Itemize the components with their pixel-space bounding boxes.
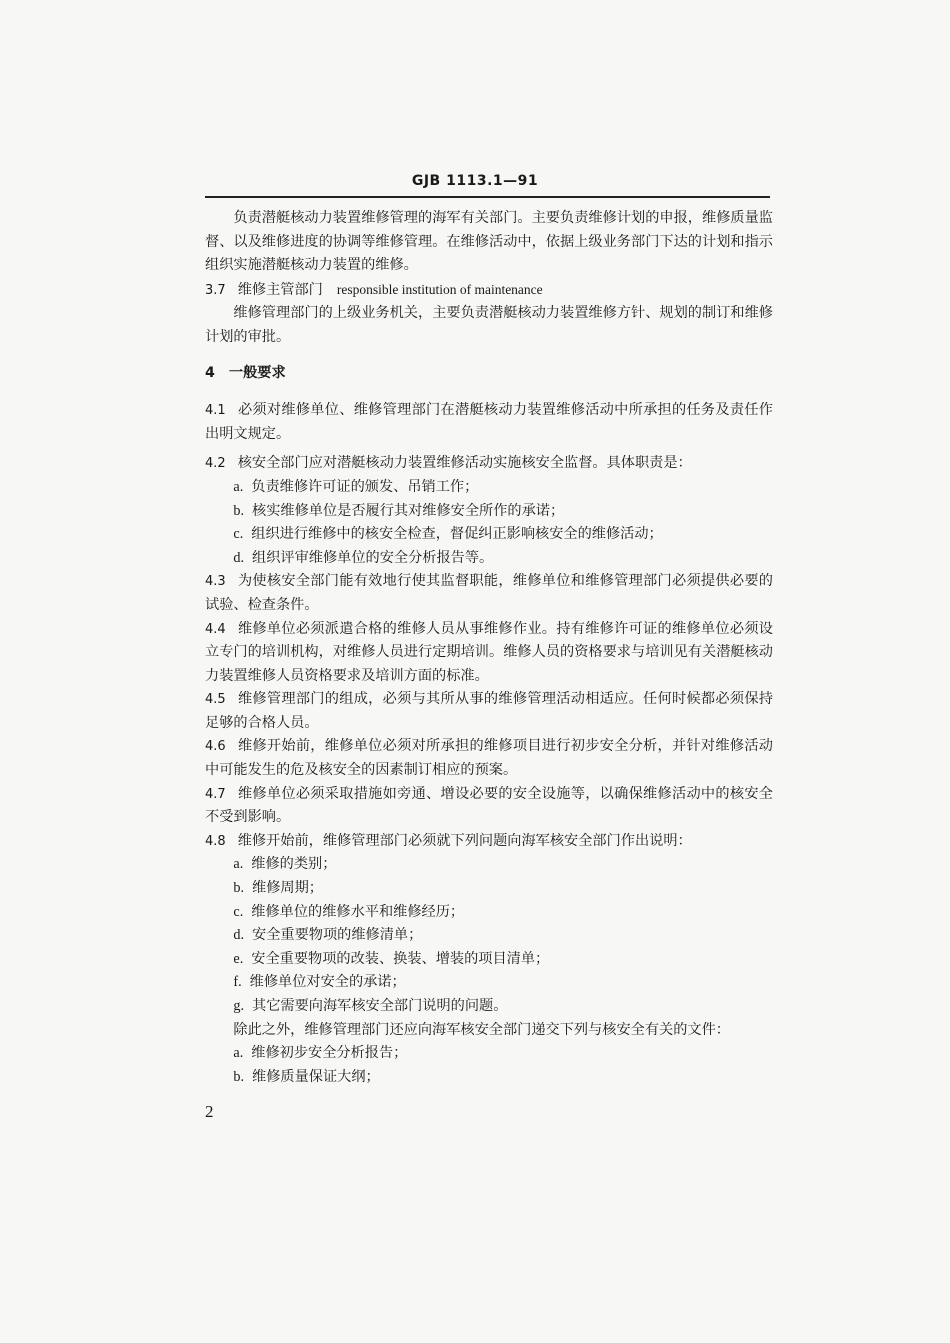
- list-item-mark: a.: [233, 478, 244, 495]
- list-item-mark: a.: [233, 1045, 244, 1062]
- clause-text: 为使核安全部门能有效地行使其监督职能，维修单位和维修管理部门必须提供必要的试验、检查条件。: [205, 573, 773, 613]
- list-item-mark: b.: [233, 502, 245, 519]
- clause-text: 维修单位必须派遣合格的维修人员从事维修作业。持有维修许可证的维修单位必须设立专门的培训机构，对维修人员进行定期培训。维修人员的资格要求与培训见有关潜艇核动力装置维修人员资格要求及培训方面的标准。: [205, 620, 773, 684]
- clause-number: 4.1: [205, 403, 226, 419]
- clause-3-7-body: 维修管理部门的上级业务机关，主要负责潜艇核动力装置维修方针、规划的制订和维修计划的审批。: [205, 305, 773, 345]
- section-number: 4: [205, 364, 215, 381]
- clause-text: 核安全部门应对潜艇核动力装置维修活动实施核安全监督。具体职责是：: [237, 455, 692, 472]
- list-item: [205, 476, 773, 500]
- clause-4-8-continuation: 除此之外，维修管理部门还应向海军核安全部门递交下列与核安全有关的文件：: [233, 1021, 730, 1038]
- clause-4-1: [205, 399, 773, 446]
- list-item-mark: b.: [233, 1068, 245, 1085]
- section-title: 一般要求: [228, 364, 286, 381]
- list-item: [205, 877, 773, 901]
- list-item: [205, 500, 773, 524]
- clause-number: 4.6: [205, 739, 226, 755]
- clause-number: 4.4: [205, 621, 226, 637]
- list-item: [205, 523, 773, 547]
- clause-number: 4.8: [205, 833, 226, 849]
- section-4-heading: [205, 362, 773, 386]
- clause-number: 4.2: [205, 456, 226, 472]
- list-item: [205, 547, 773, 571]
- list-item-mark: c.: [233, 526, 244, 543]
- clause-text: 维修单位必须采取措施如旁通、增设必要的安全设施等，以确保维修活动中的核安全不受到影响。: [205, 785, 773, 826]
- clause-text: 维修管理部门的组成，必须与其所从事的维修管理活动相适应。任何时候都必须保持足够的合格人员。: [205, 691, 773, 731]
- clause-3-7-heading: [205, 278, 773, 303]
- list-item-text: 组织进行维修中的核安全检查，督促纠正影响核安全的维修活动；: [251, 526, 663, 543]
- list-item-text: 负责维修许可证的颁发、吊销工作；: [251, 478, 479, 495]
- clause-number: 3.7: [205, 282, 226, 298]
- clause-number: 4.7: [205, 786, 226, 802]
- list-item-mark: b.: [233, 880, 245, 897]
- clause-number: 4.5: [205, 692, 226, 708]
- list-item-mark: f.: [233, 974, 242, 991]
- list-item-text: 维修的类别；: [251, 856, 337, 873]
- clause-4-2: [205, 452, 773, 476]
- document-body: [205, 207, 773, 1089]
- list-item-text: 安全重要物项的改装、换装、增装的项目清单；: [251, 950, 550, 967]
- list-item-text: 组织评审维修单位的安全分析报告等。: [252, 549, 494, 566]
- clause-text: 必须对维修单位、维修管理部门在潜艇核动力装置维修活动中所承担的任务及责任作出明文规定。: [205, 402, 773, 442]
- list-item-text: 维修单位的维修水平和维修经历；: [251, 903, 465, 920]
- list-item: [205, 948, 773, 972]
- list-item-text: 维修初步安全分析报告；: [251, 1045, 408, 1062]
- list-item-mark: e.: [233, 950, 244, 967]
- list-item-mark: g.: [233, 998, 245, 1014]
- clause-text: 维修开始前，维修单位必须对所承担的维修项目进行初步安全分析，并针对维修活动中可能发生的危及核安全的因素制订相应的预案。: [205, 738, 773, 779]
- document-code-header: GJB 1113.1—91: [411, 173, 539, 189]
- clause-4-7: [205, 783, 773, 830]
- list-item: [205, 971, 773, 995]
- list-item: [205, 853, 773, 877]
- list-item: [205, 901, 773, 925]
- clause-4-5: [205, 688, 773, 735]
- clause-text: 维修开始前，维修管理部门必须就下列问题向海军核安全部门作出说明：: [237, 832, 692, 849]
- clause-number: 4.3: [205, 574, 226, 590]
- list-item-mark: a.: [233, 856, 244, 873]
- list-item-text: 其它需要向海军核安全部门说明的问题。: [252, 998, 508, 1014]
- list-item-text: 维修周期；: [252, 880, 323, 897]
- intro-paragraph: 负责潜艇核动力装置维修管理的海军有关部门。主要负责维修计划的申报，维修质量监督、以及维修进度的协调等维修管理。在维修活动中，依据上级业务部门下达的计划和指示组织实施潜艇核动力装置的维修。: [205, 210, 773, 274]
- clause-title: 维修主管部门: [237, 281, 323, 298]
- clause-4-3: [205, 570, 773, 617]
- list-item: [205, 1066, 773, 1090]
- list-item-text: 安全重要物项的维修清单；: [252, 927, 423, 944]
- clause-4-8: [205, 830, 773, 854]
- header-rule: [205, 196, 770, 198]
- list-item: [205, 1042, 773, 1066]
- list-item-mark: d.: [233, 549, 245, 566]
- list-item-text: 维修单位对安全的承诺；: [249, 974, 406, 991]
- clause-4-4: [205, 618, 773, 689]
- clause-4-6: [205, 735, 773, 782]
- clause-title-en: responsible institution of maintenance: [336, 281, 543, 297]
- list-item: [205, 924, 773, 948]
- list-item-text: 核实维修单位是否履行其对维修安全所作的承诺；: [252, 502, 565, 519]
- list-item-mark: c.: [233, 903, 244, 920]
- list-item-text: 维修质量保证大纲；: [252, 1068, 380, 1085]
- list-item: [205, 995, 773, 1019]
- list-item-mark: d.: [233, 927, 245, 944]
- page-number: 2: [205, 1102, 214, 1121]
